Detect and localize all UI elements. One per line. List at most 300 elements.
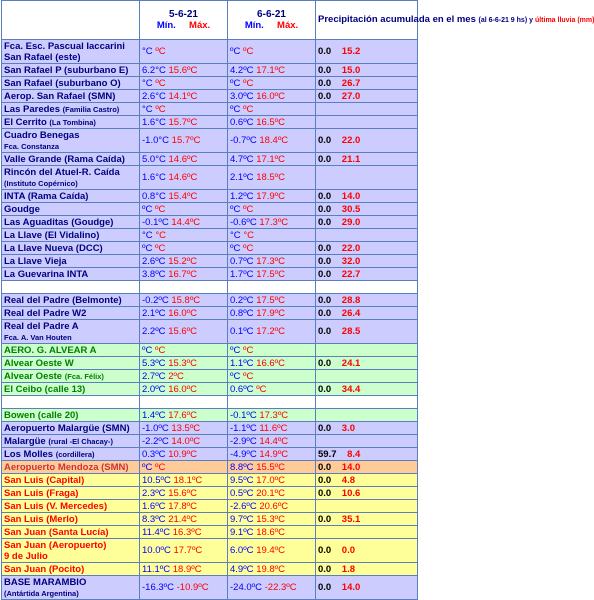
day2-max-label: Máx. [277, 20, 299, 31]
station-name-cell [2, 203, 140, 216]
max-temp: ºC [242, 370, 254, 382]
precip-last-rain: 27.0 [341, 90, 361, 102]
min-temp: °C [142, 46, 153, 57]
station-name-cell [2, 116, 140, 129]
spacer-cell [140, 396, 228, 409]
max-temp: 14.4ºC [171, 216, 201, 228]
station-name-cell [2, 526, 140, 539]
temp-cell-d1 [140, 294, 228, 307]
precip-cell [316, 242, 418, 255]
precip-cell [316, 539, 418, 563]
temp-cell-d1 [140, 422, 228, 435]
min-temp: ºC [142, 203, 153, 215]
precip-last-rain: 14.0 [341, 461, 361, 473]
station-name: Real del Padre W2 [4, 307, 87, 319]
station-name-cell [2, 166, 140, 190]
precip-cell [316, 255, 418, 268]
temp-cell-d2 [228, 294, 316, 307]
temp-cell-d1 [140, 307, 228, 320]
spacer-cell [228, 281, 316, 294]
precip-cell [316, 370, 418, 383]
station-row [2, 500, 418, 513]
temp-cell-d2 [228, 255, 316, 268]
min-temp: 10.0ºC [142, 545, 171, 556]
max-temp: 15.6ºC [168, 326, 198, 337]
max-temp: 15.4ºC [168, 190, 198, 202]
station-subname: (Fca. Félix) [64, 371, 104, 381]
temp-cell-d2 [228, 40, 316, 64]
min-temp: °C [142, 77, 153, 89]
station-name: La Llave (El Vidalino) [4, 229, 100, 241]
station-row [2, 242, 418, 255]
precip-last-rain: 1.8 [341, 563, 355, 575]
temp-cell-d2 [228, 153, 316, 166]
precip-cell [316, 461, 418, 474]
station-row [2, 487, 418, 500]
precip-accumulated: 59.7 [318, 448, 337, 460]
station-row [2, 422, 418, 435]
max-temp: 15.6ºC [168, 64, 198, 76]
temp-cell-d2 [228, 320, 316, 344]
precip-cell [316, 448, 418, 461]
temp-cell-d2 [228, 576, 316, 600]
min-temp: -0.2ºC [142, 294, 169, 306]
precip-cell [316, 129, 418, 153]
precip-accumulated: 0.0 [318, 487, 332, 499]
station-row [2, 203, 418, 216]
max-temp: 15.2ºC [168, 255, 198, 267]
precip-last-rain: 3.0 [341, 422, 355, 434]
precip-last-rain: 22.0 [341, 242, 361, 254]
max-temp: 14.0ºC [171, 435, 201, 447]
max-temp: ºC [154, 344, 166, 356]
precip-cell [316, 576, 418, 600]
min-temp: 11.4ºC [142, 526, 171, 538]
temp-cell-d2 [228, 435, 316, 448]
precip-cell [316, 294, 418, 307]
temp-cell-d2 [228, 563, 316, 576]
station-row [2, 116, 418, 129]
station-name: San Rafael (suburbano O) [4, 77, 121, 89]
min-temp: 2.2ºC [142, 326, 166, 337]
max-temp: ºC [242, 344, 254, 356]
max-temp: 17.3ºC [256, 255, 286, 267]
max-temp: 17.5ºC [256, 294, 286, 306]
min-temp: -24.0ºC [230, 582, 262, 593]
min-temp: °C [142, 103, 153, 115]
precip-last-rain: 22.0 [341, 135, 361, 146]
precip-accumulated: 0.0 [318, 307, 332, 319]
max-temp: ºC [256, 383, 267, 395]
min-temp: -1.0ºC [142, 422, 169, 434]
precip-cell [316, 116, 418, 129]
max-temp: 15.7ºC [168, 116, 198, 128]
max-temp: 16.0ºC [168, 383, 198, 395]
min-temp: 0.6ºC [230, 383, 254, 395]
precip-accumulated: 0.0 [318, 357, 332, 369]
station-name: La Llave Vieja [4, 255, 67, 267]
precip-cell [316, 103, 418, 116]
precip-accumulated: 0.0 [318, 190, 332, 202]
station-name: San Luis (Fraga) [4, 487, 79, 499]
precip-y: y [527, 17, 535, 24]
station-name: Aeropuerto Mendoza (SMN) [4, 461, 129, 473]
temp-cell-d1 [140, 229, 228, 242]
precip-accumulated: 0.0 [318, 474, 332, 486]
temp-cell-d2 [228, 90, 316, 103]
precip-cell [316, 526, 418, 539]
precip-accumulated: 0.0 [318, 46, 332, 57]
min-temp: °C [142, 229, 153, 241]
precip-cell [316, 307, 418, 320]
temp-cell-d2 [228, 344, 316, 357]
min-temp: 9.1ºC [230, 526, 254, 538]
station-row [2, 129, 418, 153]
station-name: San Luis (Capital) [4, 474, 85, 486]
station-row [2, 90, 418, 103]
min-temp: ºC [230, 103, 241, 115]
precip-cell [316, 153, 418, 166]
temp-cell-d1 [140, 409, 228, 422]
min-temp: -2.9ºC [230, 435, 257, 447]
station-name: Alvear Oeste W [4, 357, 74, 369]
max-temp: 16.0ºC [256, 90, 286, 102]
max-temp: ºC [155, 77, 166, 89]
min-temp: 1.2ºC [230, 190, 254, 202]
temp-cell-d1 [140, 103, 228, 116]
station-row [2, 539, 418, 563]
temp-cell-d2 [228, 409, 316, 422]
min-temp: 2.3ºC [142, 487, 166, 499]
min-temp: 2.7ºC [142, 370, 166, 382]
precip-last-rain: 15.0 [341, 64, 361, 76]
max-temp: 17.2ºC [256, 326, 286, 337]
precip-accumulated: 0.0 [318, 64, 332, 76]
station-row [2, 448, 418, 461]
temp-cell-d1 [140, 116, 228, 129]
station-name: San Juan (Aeropuerto) [4, 539, 107, 551]
spacer-cell [228, 396, 316, 409]
precip-last-rain: 35.1 [341, 513, 361, 525]
station-row [2, 357, 418, 370]
temp-cell-d2 [228, 166, 316, 190]
precip-accumulated: 0.0 [318, 513, 332, 525]
station-name-line2: 9 de Julio [4, 550, 48, 562]
min-temp: -16.3ºC [142, 582, 174, 593]
min-temp: 0.5ºC [230, 487, 254, 499]
min-temp: ºC [142, 344, 153, 356]
day2-min-label: Mín. [244, 20, 264, 31]
temp-cell-d2 [228, 500, 316, 513]
station-name-cell [2, 461, 140, 474]
precip-cell [316, 268, 418, 281]
precip-last-rain: 29.0 [341, 216, 361, 228]
temp-cell-d2 [228, 461, 316, 474]
max-temp: 14.6ºC [168, 172, 198, 183]
precip-cell [316, 344, 418, 357]
station-name-cell [2, 474, 140, 487]
station-name-cell [2, 409, 140, 422]
temp-cell-d1 [140, 500, 228, 513]
header-day1-cell [140, 1, 228, 40]
max-temp: 10.9ºC [168, 448, 198, 460]
station-row [2, 77, 418, 90]
station-name-cell [2, 357, 140, 370]
header-station-cell [2, 1, 140, 40]
station-row [2, 255, 418, 268]
temp-cell-d2 [228, 116, 316, 129]
precip-cell [316, 563, 418, 576]
station-name-cell [2, 242, 140, 255]
min-temp: 1.6°C [142, 116, 166, 128]
min-temp: ºC [230, 370, 241, 382]
station-subname: (rural -El Chacay-) [48, 436, 113, 446]
min-temp: 0.8ºC [230, 307, 254, 319]
temp-cell-d1 [140, 268, 228, 281]
max-temp: 16.0ºC [168, 307, 198, 319]
precip-last-rain: 26.4 [341, 307, 361, 319]
min-temp: 2.6°C [142, 90, 166, 102]
temp-cell-d2 [228, 357, 316, 370]
station-row [2, 153, 418, 166]
station-name-cell [2, 422, 140, 435]
station-row [2, 435, 418, 448]
temp-cell-d1 [140, 255, 228, 268]
station-row [2, 409, 418, 422]
max-temp: ºC [154, 242, 166, 254]
temp-cell-d1 [140, 77, 228, 90]
precip-accumulated: 0.0 [318, 326, 332, 337]
min-temp: -0.7ºC [230, 135, 257, 146]
station-name: Los Molles [4, 448, 54, 460]
temp-cell-d1 [140, 513, 228, 526]
temp-cell-d1 [140, 203, 228, 216]
station-row [2, 166, 418, 190]
temp-cell-d1 [140, 370, 228, 383]
min-temp: 9.7ºC [230, 513, 254, 525]
station-name: Real del Padre (Belmonte) [4, 294, 122, 306]
station-row [2, 190, 418, 203]
station-name: Fca. Esc. Pascual Iaccarini [4, 40, 125, 52]
temp-cell-d2 [228, 242, 316, 255]
station-name-cell [2, 370, 140, 383]
station-row [2, 320, 418, 344]
precip-accumulated: 0.0 [318, 77, 332, 89]
precip-last-rain: 24.1 [341, 357, 361, 369]
precip-accumulated: 0.0 [318, 135, 332, 146]
max-temp: 15.3ºC [256, 513, 286, 525]
temp-cell-d1 [140, 357, 228, 370]
precip-accumulated: 0.0 [318, 242, 332, 254]
station-row [2, 64, 418, 77]
max-temp: 20.6ºC [259, 500, 289, 512]
min-temp: -1.1ºC [230, 422, 257, 434]
day1-date: 5-6-21 [169, 9, 198, 20]
min-temp: 1.4ºC [142, 409, 166, 421]
max-temp: 17.3ºC [259, 409, 289, 421]
min-temp: -1.0°C [142, 135, 170, 146]
min-temp: 1.6ºC [142, 500, 166, 512]
max-temp: 17.8ºC [168, 500, 198, 512]
precip-cell [316, 40, 418, 64]
precip-cell [316, 203, 418, 216]
max-temp: 20.1ºC [256, 487, 286, 499]
max-temp: 13.5ºC [171, 422, 201, 434]
station-name: El Cerrito [4, 116, 47, 128]
min-temp: ºC [230, 46, 241, 57]
max-temp: 17.6ºC [168, 409, 198, 421]
station-name: La Guevarina INTA [4, 268, 89, 280]
max-temp: ºC [242, 242, 254, 254]
station-name: Aeropuerto Malargüe (SMN) [4, 422, 130, 434]
station-row [2, 307, 418, 320]
max-temp: ºC [242, 46, 254, 57]
precip-accumulated: 0.0 [318, 268, 332, 280]
station-name: Cuadro Benegas [4, 129, 80, 141]
min-temp: -0.1ºC [142, 216, 169, 228]
precip-last-rain: 26.7 [341, 77, 361, 89]
spacer-cell [316, 281, 418, 294]
station-row [2, 370, 418, 383]
min-temp: 6.0ºC [230, 545, 254, 556]
precip-last-label: última lluvia (mm) [534, 17, 594, 24]
station-name-cell [2, 563, 140, 576]
precip-cell [316, 320, 418, 344]
min-temp: -2.6ºC [230, 500, 257, 512]
temp-cell-d1 [140, 487, 228, 500]
station-name-cell [2, 77, 140, 90]
temp-cell-d1 [140, 64, 228, 77]
station-name: BASE MARAMBIO [4, 576, 87, 588]
precip-accumulated: 0.0 [318, 216, 332, 228]
min-temp: ºC [230, 242, 241, 254]
temp-cell-d1 [140, 576, 228, 600]
temp-cell-d2 [228, 129, 316, 153]
min-temp: -2.2ºC [142, 435, 169, 447]
temp-cell-d2 [228, 203, 316, 216]
max-temp: 15.5ºC [256, 461, 286, 473]
day1-max-label: Máx. [189, 20, 211, 31]
station-name-cell [2, 90, 140, 103]
min-temp: 2.6ºC [142, 255, 166, 267]
temp-cell-d1 [140, 129, 228, 153]
max-temp: ºC [154, 461, 166, 473]
precip-accumulated: 0.0 [318, 255, 332, 267]
station-row [2, 294, 418, 307]
header-row [2, 1, 418, 40]
day2-date: 6-6-21 [257, 9, 286, 20]
station-name: Malargüe [4, 435, 46, 447]
precip-title: Precipitación acumulada en el mes [318, 14, 476, 25]
temp-cell-d2 [228, 370, 316, 383]
precip-last-rain: 28.8 [341, 294, 361, 306]
precip-accumulated: 0.0 [318, 582, 332, 593]
temp-cell-d1 [140, 166, 228, 190]
precip-accumulated: 0.0 [318, 563, 332, 575]
station-name: Goudge [4, 203, 40, 215]
station-name-cell [2, 513, 140, 526]
temp-cell-d1 [140, 242, 228, 255]
precip-accumulated: 0.0 [318, 294, 332, 306]
station-name: Rincón del Atuel-R. Caída [4, 166, 120, 178]
precip-accumulated: 0.0 [318, 461, 332, 473]
min-temp: 2.0ºC [142, 383, 166, 395]
temp-cell-d1 [140, 539, 228, 563]
station-name-cell [2, 344, 140, 357]
max-temp: 18.1ºC [173, 474, 203, 486]
max-temp: 16.5ºC [256, 116, 286, 128]
min-temp: -4.9ºC [230, 448, 257, 460]
max-temp: 18.9ºC [172, 563, 202, 575]
precip-cell [316, 166, 418, 190]
temp-cell-d1 [140, 461, 228, 474]
temp-cell-d1 [140, 526, 228, 539]
station-name-line2: (Instituto Copérnico) [4, 178, 78, 188]
station-row [2, 216, 418, 229]
max-temp: 19.4ºC [256, 545, 286, 556]
min-temp: 0.3ºC [142, 448, 166, 460]
station-name: La Llave Nueva (DCC) [4, 242, 103, 254]
spacer-row [2, 281, 418, 294]
min-temp: -0.1ºC [230, 409, 257, 421]
day1-min-label: Mín. [156, 20, 176, 31]
temp-cell-d2 [228, 229, 316, 242]
temp-cell-d2 [228, 474, 316, 487]
max-temp: 16.6ºC [256, 357, 286, 369]
precip-cell [316, 229, 418, 242]
station-name-cell [2, 576, 140, 600]
station-name: AERO. G. ALVEAR A [4, 344, 97, 356]
min-temp: ºC [142, 242, 153, 254]
precip-cell [316, 435, 418, 448]
min-temp: 0.7ºC [230, 255, 254, 267]
precip-accumulated: 0.0 [318, 545, 332, 556]
station-name-cell [2, 190, 140, 203]
precip-last-rain: 34.4 [341, 383, 361, 395]
min-temp: 11.1ºC [142, 563, 171, 575]
precip-last-rain: 21.1 [341, 153, 361, 165]
temp-cell-d1 [140, 153, 228, 166]
max-temp: 17.1ºC [256, 64, 286, 76]
station-name: INTA (Rama Caída) [4, 190, 89, 202]
precip-last-rain: 15.2 [341, 46, 361, 57]
temp-cell-d1 [140, 90, 228, 103]
station-name-line2: (Antártida Argentina) [4, 588, 79, 598]
station-name: Alvear Oeste [4, 370, 63, 382]
min-temp: 3.8ºC [142, 268, 166, 280]
station-row [2, 461, 418, 474]
min-temp: 0.2ºC [230, 294, 254, 306]
temp-cell-d2 [228, 383, 316, 396]
temp-cell-d1 [140, 40, 228, 64]
max-temp: 15.3ºC [168, 357, 198, 369]
station-name-cell [2, 268, 140, 281]
min-temp: 4.7ºC [230, 153, 254, 165]
station-name-cell [2, 307, 140, 320]
spacer-cell [2, 396, 140, 409]
precip-accumulated: 0.0 [318, 383, 332, 395]
max-temp: 17.0ºC [256, 474, 286, 486]
max-temp: 19.8ºC [256, 563, 286, 575]
temp-cell-d2 [228, 448, 316, 461]
station-name-cell [2, 64, 140, 77]
min-temp: 1.6°C [142, 172, 166, 183]
station-name: Las Paredes [4, 103, 60, 115]
max-temp: °C [155, 229, 166, 241]
min-temp: 0.1ºC [230, 326, 254, 337]
temp-cell-d2 [228, 216, 316, 229]
max-temp: 14.1ºC [168, 90, 198, 102]
